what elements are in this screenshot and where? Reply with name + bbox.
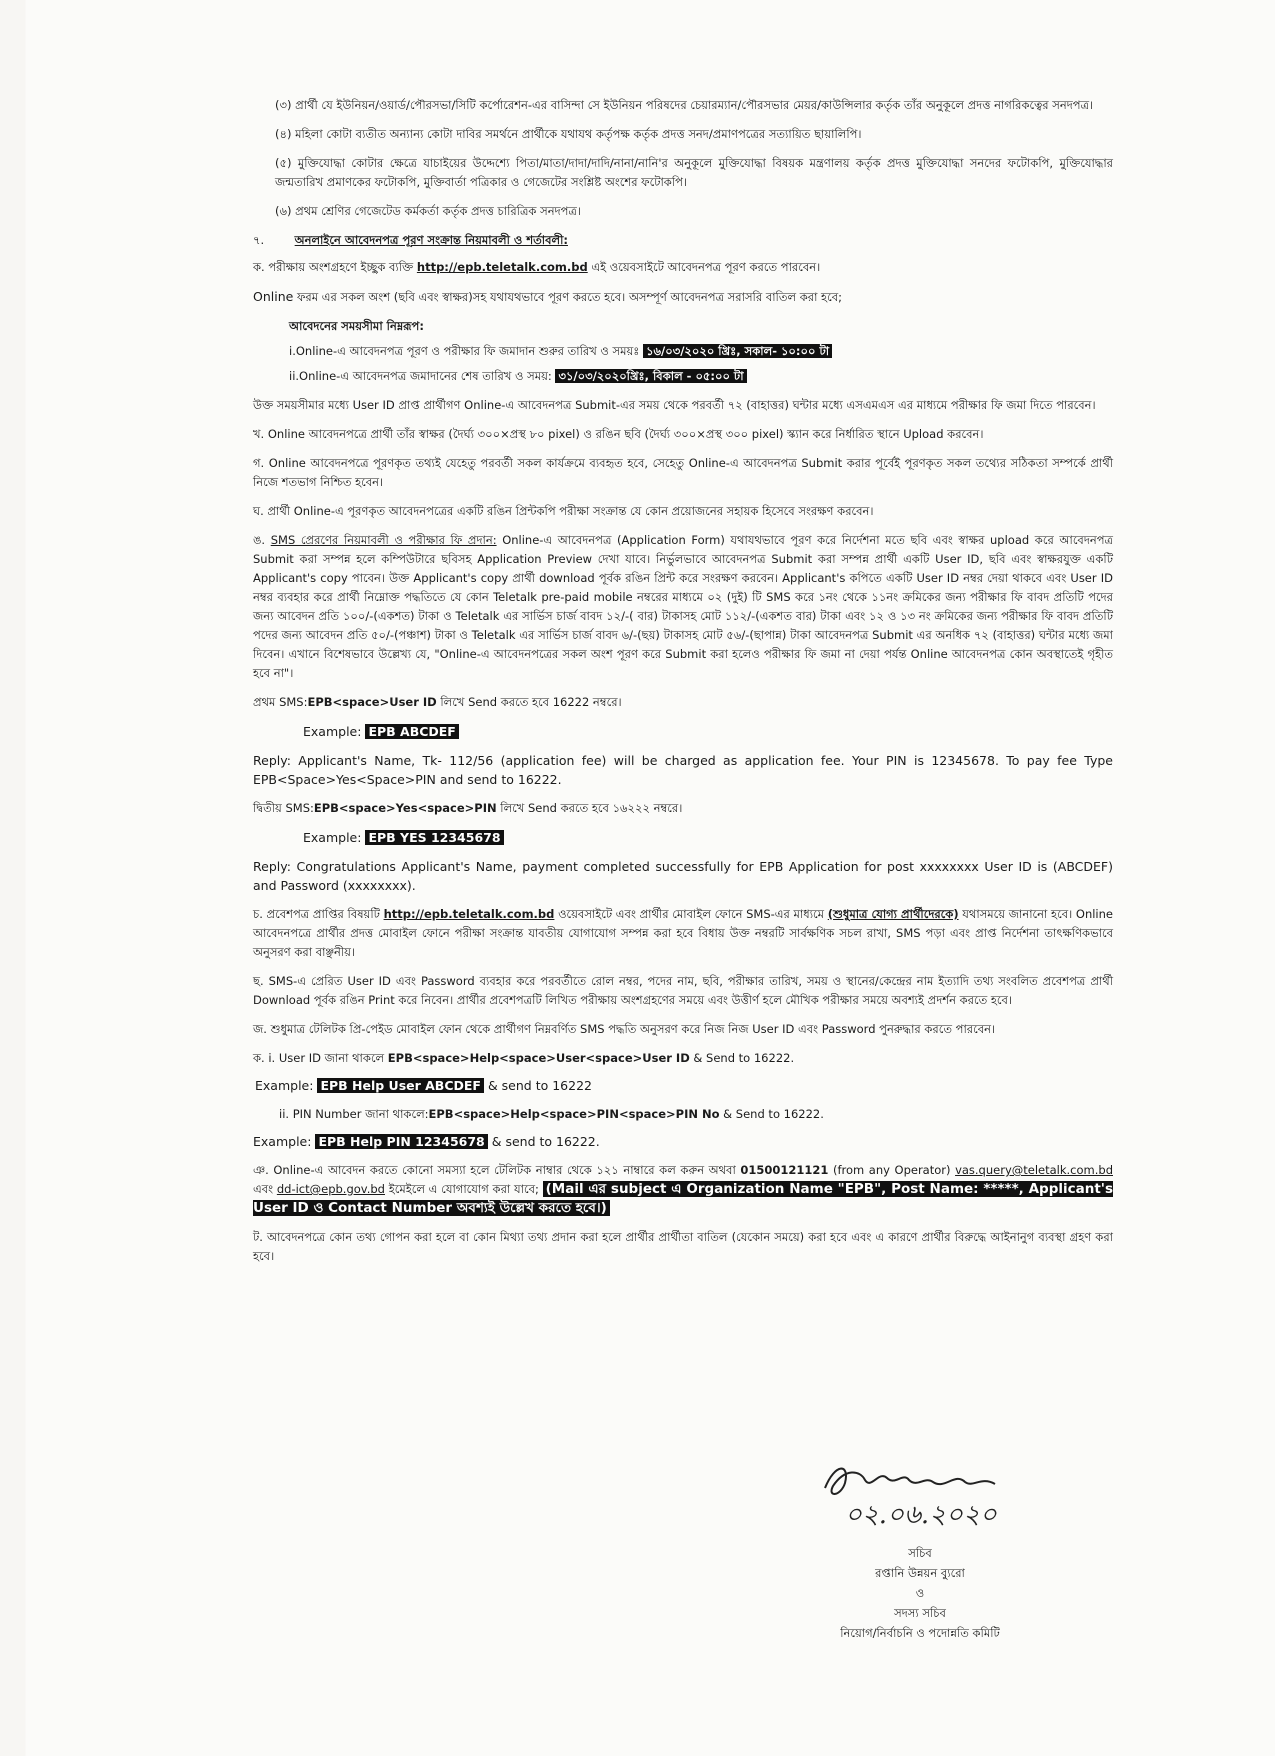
sms1-instruction [253,693,1113,712]
section-7-title: অনলাইনে আবেদনপত্র পূরণ সংক্রান্ত নিয়মাবলী ও শর্তাবলী: [294,233,568,247]
sms1-example [303,722,1113,741]
para-jha [253,1161,1113,1218]
para-uma-prefix: ঙ. [253,533,271,547]
signature-stroke [825,1469,995,1494]
website-link[interactable]: http://epb.teletalk.com.bd [416,260,588,274]
sms2-label: দ্বিতীয় SMS: [253,801,314,815]
sms1-label: প্রথম SMS: [253,695,308,709]
signatory-committee: নিয়োগ/নির্বাচনি ও পদোন্নতি কমিটি [840,1626,1000,1640]
para-uma [253,531,1113,683]
timeline-note: উক্ত সময়সীমার মধ্যে User ID প্রাপ্ত প্রার্থীগণ Online-এ আবেদনপত্র Submit-এর সময় থেকে পরবর্তী ৭২ (বাহাত্তর) ঘন্টার মধ্যে এসএমএস এর মাধ্যমে পরীক্ষার ফি জমা দিতে পারবেন। [253,398,1096,412]
sms2-example-label: Example: [303,830,362,845]
section-7-heading [253,231,1113,250]
signatory-conj: ও [915,1586,925,1600]
para-jha-mid3: ইমেইলে এ যোগাযোগ করা যাবে; [384,1182,543,1196]
recover-pin-pre: ii. PIN Number জানা থাকলে: [279,1107,429,1121]
online-form-text: ফরম এর সকল অংশ (ছবি এবং স্বাক্ষর)সহ যথাযথভাবে পূরণ করতে হবে। অসম্পূর্ণ আবেদনপত্র সরাসরি বাতিল করা হবে; [293,290,842,304]
epb-email-link[interactable]: dd-ict@epb.gov.bd [276,1182,385,1196]
sms1-reply: Reply: Applicant's Name, Tk- 112/56 (application fee) will be charged as application fee. Your PIN is 12345678. To pay fee Type EPB<Space>Yes<Space>PIN and send to 16222. [253,753,1113,787]
para-ta: ট. আবেদনপত্রে কোন তথ্য গোপন করা হলে বা কোন মিথ্যা তথ্য প্রদান করা হলে প্রার্থীর প্রার্থীতা বাতিল (যেকোন সময়ে) করা হবে এবং এ কারণে প্রার্থীর বিরুদ্ধে আইনানুগ ব্যবস্থা গ্রহণ করা হবে। [253,1230,1113,1263]
helpline-number: 01500121121 [740,1163,829,1177]
para-jha-mid1: (from any Operator) [828,1163,956,1177]
recover-userid-example-value: EPB Help User ABCDEF [317,1078,484,1093]
recover-userid-post: & Send to 16222. [689,1051,795,1065]
recover-pin-example-label: Example: [253,1134,312,1149]
sms1-example-value: EPB ABCDEF [365,724,458,739]
signature-date: ০২.০৬.২০২০ [845,1500,997,1530]
para-ka-text-end: এই ওয়েবসাইটে আবেদনপত্র পূরণ করতে পারবেন। [587,260,821,274]
timeline-end-label: ii.Online-এ আবেদনপত্র জমাদানের শেষ তারিখ ও সময়: [289,369,552,383]
timeline-start [289,342,1113,361]
item-5: (৫) মুক্তিযোদ্ধা কোটার ক্ষেত্রে যাচাইয়ের উদ্দেশ্যে পিতা/মাতা/দাদা/দাদি/নানা/নানি'র অনুকূলে মুক্তিযোদ্ধা বিষয়ক মন্ত্রণালয় কর্তৃক প্রদত্ত মুক্তিযোদ্ধা সনদের ফটোকপি, মুক্তিযোদ্ধার জন্মতারিখ প্রমাণকের ফটোকপি, মুক্তিবার্তা পত্রিকার ও গেজেটের সংশ্লিষ্ট অংশের ফটোকপি। [275,156,1113,189]
recover-userid [253,1049,1113,1068]
sms2-example [303,828,1113,847]
timeline-start-label: i.Online-এ আবেদনপত্র পূরণ ও পরীক্ষার ফি জমাদান শুরুর তারিখ ও সময়ঃ [289,344,640,358]
document-body [253,96,1113,1276]
signature-image [805,1458,1065,1538]
para-cha-post: যথাসময়ে জানানো হবে। Online আবেদনপত্রে প্রার্থীর প্রদত্ত মোবাইল ফোনে পরীক্ষা সংক্রান্ত যাবতীয় যোগাযোগ সম্পন্ন করা হবে বিধায় উক্ত নম্বরটি সার্বক্ষণিক সচল রাখা, SMS পড়া এবং প্রাপ্ত নির্দেশনা তাৎক্ষণিকভাবে অনুসরণ করা বাঞ্ছনীয়। [253,907,1113,959]
timeline-start-value: ১৬/০৩/২০২০ খ্রিঃ, সকাল- ১০:০০ টা [643,344,832,358]
para-cha [253,905,1113,962]
item-4: (৪) মহিলা কোটা ব্যতীত অন্যান্য কোটা দাবির সমর্থনে প্রার্থীকে যথাযথ কর্তৃপক্ষ কর্তৃক প্রদত্ত সনদ/প্রমাণপত্রের সত্যায়িত ছায়ালিপি। [275,127,862,141]
recover-pin-example-post: & send to 16222. [487,1134,600,1149]
recover-userid-command: EPB<space>Help<space>User<space>User ID [387,1051,690,1065]
signatory-title: সচিব [908,1546,932,1560]
para-online-form [253,287,1113,307]
signatory-block [790,1543,1050,1643]
para-cha-mid: ওয়েবসাইটে এবং প্রার্থীর মোবাইল ফোনে SMS-এর মাধ্যমে [554,907,828,921]
para-ka [253,258,1113,277]
sms1-command: EPB<space>User ID [307,695,437,709]
recover-pin [253,1105,1113,1124]
signatory-role: সদস্য সচিব [894,1606,946,1620]
timeline-end-value: ৩১/০৩/২০২০খ্রিঃ, বিকাল - ০৫:০০ টা [555,369,746,383]
online-word: Online [253,289,294,304]
para-kha: খ. Online আবেদনপত্রে প্রার্থী তাঁর স্বাক্ষর (দৈর্ঘ্য ৩০০×প্রস্থ ৮০ pixel) ও রঙিন ছবি (দৈর্ঘ্য ৩০০×প্রস্থ ৩০০ pixel) স্ক্যান করে নির্ধারিত স্থানে Upload করবেন। [253,427,984,441]
para-ka-text: ক. পরীক্ষায় অংশগ্রহণে ইচ্ছুক ব্যক্তি [253,260,417,274]
recover-userid-example-post: & send to 16222 [483,1078,592,1093]
sms1-example-label: Example: [303,724,362,739]
sms2-command: EPB<space>Yes<space>PIN [313,801,497,815]
teletalk-email-link[interactable]: vas.query@teletalk.com.bd [955,1163,1113,1177]
recover-userid-example-label: Example: [255,1078,314,1093]
mail-subject-note: (Mail এর subject এ Organization Name "EPB", Post Name: *****, Applicant's User ID ও Contact Number অবশ্যই উল্লেখ করতে হবে।) [253,1181,1113,1216]
item-3: (৩) প্রার্থী যে ইউনিয়ন/ওয়ার্ড/পৌরসভা/সিটি কর্পোরেশন-এর বাসিন্দা সে ইউনিয়ন পরিষদের চেয়ারম্যান/পৌরসভার মেয়র/কাউন্সিলার কর্তৃক তাঁর অনুকূলে প্রদত্ত নাগরিকত্বের সনদপত্র। [275,98,1094,112]
timeline-heading: আবেদনের সময়সীমা নিম্নরূপ: [289,319,424,333]
sms2-instruction [253,799,1113,818]
sms2-example-value: EPB YES 12345678 [365,830,503,845]
recover-pin-example-value: EPB Help PIN 12345678 [315,1134,487,1149]
sms2-post: লিখে Send করতে হবে ১৬২২২ নম্বরে। [496,801,683,815]
para-jha-pre: ঞ. Online-এ আবেদন করতে কোনো সমস্যা হলে টেলিটক নাম্বার থেকে ১২১ নাম্বারে কল করুন অথবা [253,1163,741,1177]
para-cha-pre: চ. প্রবেশপত্র প্রাপ্তির বিষয়টি [253,907,384,921]
section-7-number: ৭. [253,233,265,247]
item-6: (৬) প্রথম শ্রেণির গেজেটেড কর্মকর্তা কর্তৃক প্রদত্ত চারিত্রিক সনদপত্র। [275,204,581,218]
para-ga: গ. Online আবেদনপত্রে পূরণকৃত তথ্যই যেহেতু পরবর্তী সকল কার্যক্রমে ব্যবহৃত হবে, সেহেতু Online-এ আবেদনপত্র Submit করার পূর্বেই পূরণকৃত সকল তথ্যের সঠিকতা সম্পর্কে প্রার্থী নিজে শতভাগ নিশ্চিত হবেন। [253,456,1113,489]
sms2-reply: Reply: Congratulations Applicant's Name, payment completed successfully for EPB Application for post xxxxxxxx User ID is (ABCDEF) and Password (xxxxxxxx). [253,859,1113,893]
para-jha-mid2: এবং [253,1182,277,1196]
sms1-post: লিখে Send করতে হবে 16222 নম্বরে। [436,695,622,709]
recover-userid-example [253,1076,1113,1095]
sms-rules-heading: SMS প্রেরণের নিয়মাবলী ও পরীক্ষার ফি প্রদান: [270,533,497,547]
timeline-end [289,367,1113,386]
para-chha: ছ. SMS-এ প্রেরিত User ID এবং Password ব্যবহার করে পরবর্তীতে রোল নম্বর, পদের নাম, ছবি, পরীক্ষার তারিখ, সময় ও স্থানের/কেন্দ্রের নাম ইত্যাদি তথ্য সংবলিত প্রবেশপত্র প্রার্থী Download পূর্বক রঙিন Print করে নিবেন। প্রার্থীর প্রবেশপত্রটি লিখিত পরীক্ষায় অংশগ্রহণের সময়ে এবং উত্তীর্ণ হলে মৌখিক পরীক্ষার সময়ে অবশ্যই প্রদর্শন করতে হবে। [253,974,1113,1007]
eligible-only-note: (শুধুমাত্র যোগ্য প্রার্থীদেরকে) [827,907,959,921]
recover-pin-example [253,1132,1113,1151]
recover-pin-command: EPB<space>Help<space>PIN<space>PIN No [428,1107,720,1121]
para-gha: ঘ. প্রার্থী Online-এ পূরণকৃত আবেদনপত্রের একটি রঙিন প্রিন্টকপি পরীক্ষা সংক্রান্ত যে কোন প্রয়োজনের সহায়ক হিসেবে সংরক্ষণ করবেন। [253,504,874,518]
sms-rules-body: Online-এ আবেদনপত্র (Application Form) যথাযথভাবে পূরণ করে নির্দেশনা মতে ছবি এবং স্বাক্ষর upload করে আবেদনপত্র Submit করা সম্পন্ন হলে কম্পিউটারে ছবিসহ Application Preview দেখা যাবে। নির্ভুলভাবে আবেদনপত্র Submit করা সম্পন্ন প্রার্থী একটি User ID, ছবি এবং স্বাক্ষরযুক্ত একটি Applicant's copy পাবেন। উক্ত Applicant's copy প্রার্থী download পূর্বক রঙিন প্রিন্ট করে সংরক্ষণ করবেন। Applicant's কপিতে একটি User ID নম্বর দেয়া থাকবে এবং User ID নম্বর ব্যবহার করে প্রার্থী নিম্নোক্ত পদ্ধতিতে যে কোন Teletalk pre-paid mobile নম্বরের মাধ্যমে ০২ (দুই) টি SMS করে ১নং থেকে ১১নং ক্রমিকের জন্য পরীক্ষার ফি বাবদ প্রতিটি পদের জন্য আবেদন প্রতি ১০০/-(একশত) টাকা ও Teletalk এর সার্ভিস চার্জ বাবদ ১২/-( বার) টাকাসহ মোট ১১২/-(একশত বার) টাকা এবং ১২ ও ১৩ নং ক্রমিকের জন্য পরীক্ষার ফি বাবদ প্রতিটি পদের জন্য আবেদন প্রতি ৫০/-(পঞ্চাশ) টাকা ও Teletalk এর সার্ভিস চার্জ বাবদ ৬/-(ছয়) টাকাসহ মোট ৫৬/-(ছাপান্ন) টাকা আবেদনপত্র Submit এর অনধিক ৭২ (বাহাত্তর) ঘন্টার মধ্যে জমা দিবেন। এখানে বিশেষভাবে উল্লেখ্য যে, "Online-এ আবেদনপত্রের সকল অংশ পূরণ করে Submit করা হলেও পরীক্ষার ফি জমা না দেয়া পর্যন্ত Online আবেদনপত্র কোন অবস্থাতেই গৃহীত হবে না"। [253,533,1113,680]
recover-pin-post: & Send to 16222. [719,1107,824,1121]
admit-website-link[interactable]: http://epb.teletalk.com.bd [383,907,555,921]
recover-userid-pre: ক. i. User ID জানা থাকলে [253,1051,388,1065]
signatory-office: রপ্তানি উন্নয়ন ব্যুরো [875,1566,965,1580]
para-ja: জ. শুধুমাত্র টেলিটক প্রি-পেইড মোবাইল ফোন থেকে প্রার্থীগণ নিম্নবর্ণিত SMS পদ্ধতি অনুসরণ করে নিজ নিজ User ID এবং Password পুনরুদ্ধার করতে পারবেন। [253,1022,996,1036]
